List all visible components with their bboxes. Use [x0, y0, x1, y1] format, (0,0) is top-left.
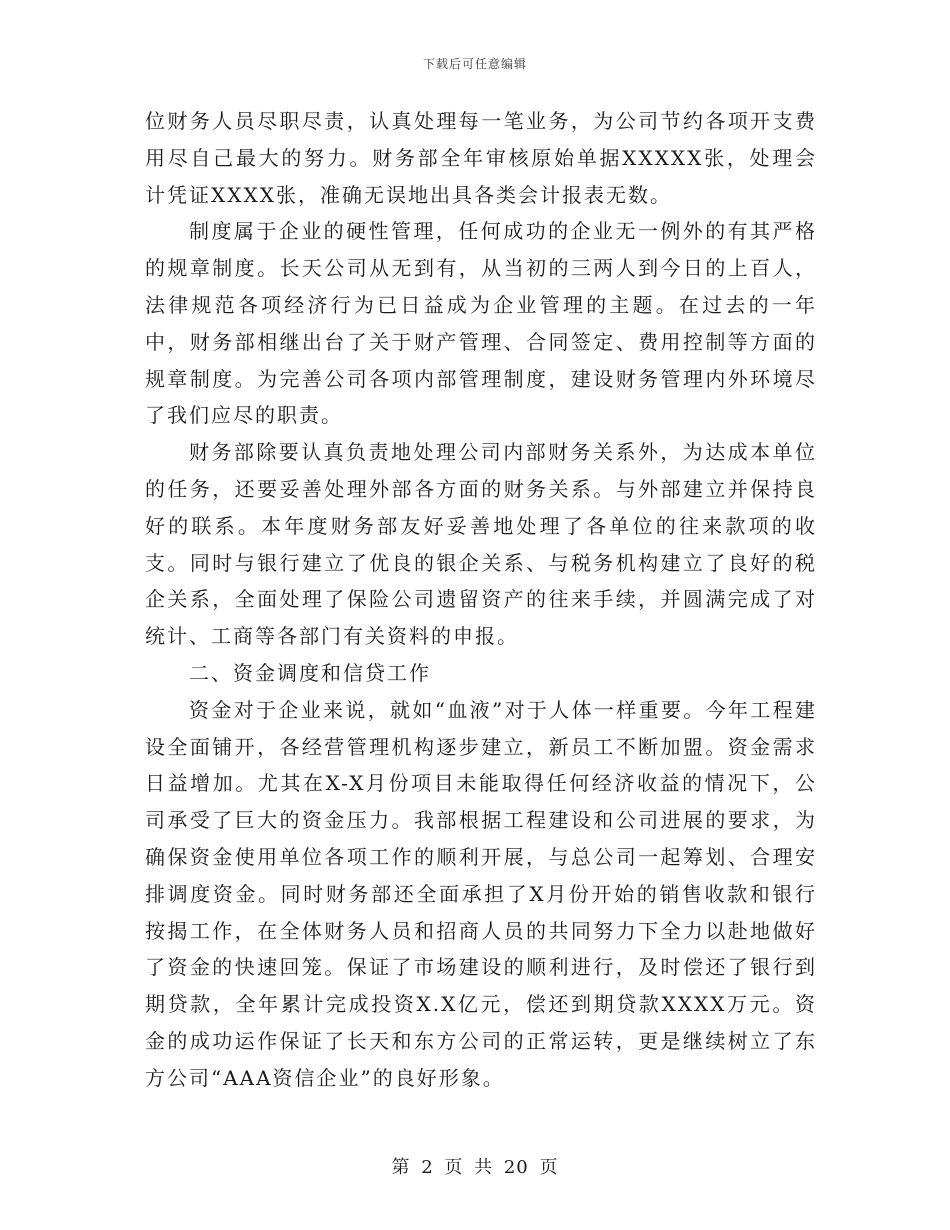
section-heading: 二、资金调度和信贷工作: [189, 660, 431, 685]
paragraph-2: 制度属于企业的硬性管理，任何成功的企业无一例外的有其严格的规章制度。长天公司从无到有，从当初的三两人到今日的上百人，法律规范各项经济行为已日益成为企业管理的主题。在过去的一年中，财务部相继出台了关于财产管理、合同签定、费用控制等方面的规章制度。为完善公司各项内部管理制度，建设财务管理内外环境尽了我们应尽的职责。: [145, 219, 817, 428]
document-body: [145, 103, 817, 1097]
paragraph-1: 位财务人员尽职尽责，认真处理每一笔业务，为公司节约各项开支费用尽自己最大的努力。财务部全年审核原始单据XXXXX张，处理会计凭证XXXX张，准确无误地出具各类会计报表无数。: [145, 109, 817, 207]
paragraph-4: 资金对于企业来说，就如“血液”对于人体一样重要。今年工程建设全面铺开，各经营管理机构逐步建立，新员工不断加盟。资金需求日益增加。尤其在X-X月份项目未能取得任何经济收益的情况下，公司承受了巨大的资金压力。我部根据工程建设和公司进展的要求，为确保资金使用单位各项工作的顺利开展，与总公司一起筹划、合理安排调度资金。同时财务部还全面承担了X月份开始的销售收款和银行按揭工作，在全体财务人员和招商人员的共同努力下全力以赴地做好了资金的快速回笼。保证了市场建设的顺利进行，及时偿还了银行到期贷款，全年累计完成投资X.X亿元，偿还到期贷款XXXX万元。资金的成功运作保证了长天和东方公司的正常运转，更是继续树立了东方公司“AAA资信企业”的良好形象。: [145, 697, 817, 1090]
header-note: 下载后可任意编辑: [422, 57, 527, 71]
page-number-footer: 第 2 页 共 20 页: [391, 1157, 559, 1178]
paragraph-3: 财务部除要认真负责地处理公司内部财务关系外，为达成本单位的任务，还要妥善处理外部各方面的财务关系。与外部建立并保持良好的联系。本年度财务部友好妥善地处理了各单位的往来款项的收支。同时与银行建立了优良的银企关系、与税务机构建立了良好的税企关系，全面处理了保险公司遗留资产的往来手续，并圆满完成了对统计、工商等各部门有关资料的申报。: [145, 440, 817, 649]
